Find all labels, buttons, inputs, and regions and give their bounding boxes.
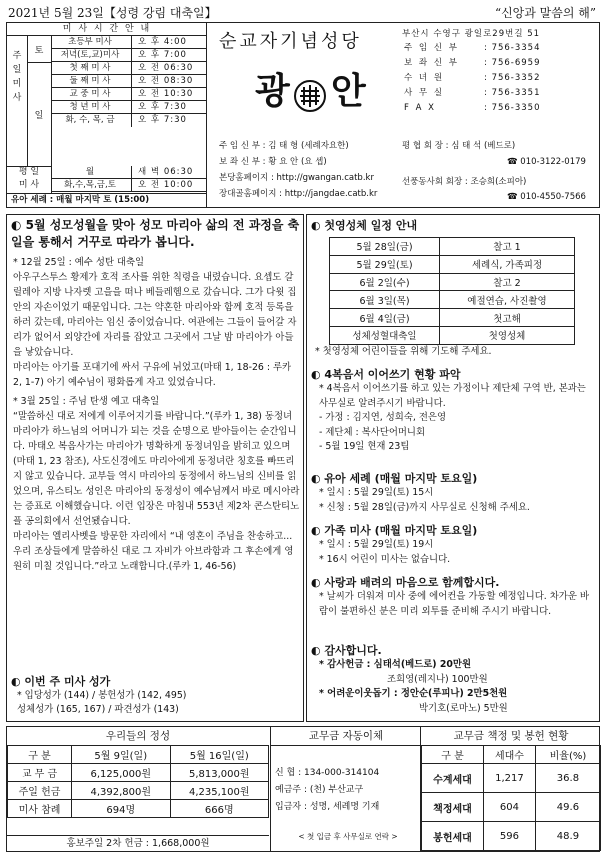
table-row: 미사 참례 694명 666명 [8,800,269,818]
mass-row: 청 년 미 사 오 후 7:30 [51,101,206,114]
council-phone: ☎ 010-3122-0179 [507,157,586,167]
table-row: 6월 2일(수) 찰고 2 [330,273,575,291]
contact-row: 주 임 신 부 : 756-3354 [404,43,541,53]
communion-schedule-table [329,237,575,345]
jangdae-homepage-link[interactable]: 장대골홈페이지 : http://jangdae.catb.kr [219,189,378,199]
mass-row: 초등부 미사 오 후 4:00 [51,36,206,49]
table-row: 구 분 5월 9일(일) 5월 16일(일) [8,746,269,764]
article-line: 마리아는 아기를 포대기에 싸서 구유에 뉘었고(마태 1, 18-26 : 루카 2, 1-7) 아기 예수님이 평화롭게 자고 있었습니다. [13,362,292,388]
article-line: * 3월 25일 : 주님 탄생 예고 대축일 [13,396,160,407]
bulletin-date: 2021년 5월 23일【성령 강림 대축일】 [8,6,217,20]
family-mass: ◐ 가족 미사 (매월 마지막 토요일) * 일시 : 5월 29일(토) 19시 * 16시 어린이 미사는 없습니다. [311,524,478,565]
year-motto: “신앙과 말씀의 해” [494,6,596,20]
mass-schedule-title: 미 사 시 간 안 내 [7,23,207,36]
mass-row: 화, 수, 목, 금 오 후 7:30 [51,114,206,127]
vincent-head: 선풍동사회 회장 : 조승희(소피아) [402,177,527,187]
second-collection-total: 홍보주일 2차 헌금 : 1,668,000원 [7,835,269,852]
left-column [6,214,304,722]
table-row: 수계세대 1,217 36.8 [422,764,601,793]
church-short-left: 광 [255,71,290,112]
table-row: 5월 28일(금) 찰고 1 [330,238,575,256]
article-line: * 12월 25일 : 예수 성탄 대축일 [13,257,145,268]
mass-row: 저녁(토,교)미사 오 후 7:00 [51,49,206,62]
contact-row: 보 좌 신 부 : 756-6959 [404,58,541,68]
offering-title: 우리들의 정성 [105,730,171,742]
communion-note: * 첫영성체 어린이들을 위해 기도해 주세요. [315,346,492,357]
sunday-mass-label: 주 일 미 사 [12,51,22,103]
air-conditioning-notice: ◐ 사랑과 배려의 마음으로 함께합시다. * 날씨가 더워져 미사 중에 에어컨을 가동할 예정입니다. 차가운 바람이 불편하신 분은 미리 외투를 준비해 주시기 바랍니다. [311,576,589,617]
auto-transfer-title: 교무금 자동이체 [271,727,421,746]
finance-panel [6,726,600,852]
communion-heading: ◐ 첫영성체 일정 안내 [311,219,418,232]
right-column [306,214,600,722]
church-name: 순교자기념성당 [219,31,362,52]
header-box [6,22,600,208]
mass-row: 월 새 벽 06:30 [51,166,206,179]
table-row: 6월 4일(금) 첫고해 [330,309,575,327]
contact-list [402,41,597,116]
table-row: 책정세대 604 49.6 [422,793,601,822]
mass-row: 화,수,목,금,토 오 전 10:00 [51,179,206,192]
infant-baptism: ◐ 유아 세례 (매월 마지막 토요일) * 일시 : 5월 29일(토) 15시 * 신청 : 5월 28일(금)까지 사무실로 신청해 주세요. [311,472,530,513]
church-logo-icon [293,79,327,113]
article-line: “말씀하신 대로 저에게 이루어지기를 바랍니다.”(루카 1, 38) 동정녀 마리아가 하느님의 어머니가 되는 것을 순명으로 받아들이는 순간입니다. 마태오 복음사가는 마리아가 명확하게 동정녀임을 밝히고 있으며(마태 1, 23 참조), 사도신경에도 마리아에게 동정녀란 칭호를 빠뜨리지 않고 있습니다. 교부들 역시 마리아의 동정에서 하느님의 신비를 읽었으며, 유스티노 성인은 마리아의 동정성이 예수님께서 바로 메시아라는 증표로 이해했습니다. 이런 입장은 마침내 553년 제2차 콘스탄티노플 공의회에서 선언됐습니다. [13,411,300,527]
table-row: 봉헌세대 596 48.9 [422,822,601,851]
offering-table [7,745,269,818]
tithe-title: 교무금 책정 및 봉헌 현황 [453,730,569,742]
contact-row: 수 녀 원 : 756-3352 [404,73,541,83]
council-head: 평 협 회 장 : 심 태 석 (베드로) [402,141,516,151]
deposit-memo: 입금자 : 성명, 세례명 기재 [275,802,380,812]
hymn-line: 성체성가 (165, 167) / 파견성가 (143) [17,704,179,715]
table-row: 5월 29일(토) 세례식, 가족피정 [330,255,575,273]
pastor-info: 주 임 신 부 : 김 태 형 (세례자요한) [219,141,349,151]
contact-row: 사 무 실 : 756-3351 [404,88,541,98]
gospel-copying: ◐ 4복음서 이어쓰기 현황 파악 * 4복음서 이어쓰기를 하고 있는 가정이나 제단체 구역 반, 본과는 사무실로 알려주시기 바랍니다. - 가정 : 김지연, 성희숙, 전은영 - 제단체 : 복사단어머니회 - 5월 19일 현재 23팀 [311,368,586,452]
homepage-link[interactable]: 본당홈페이지 : http://gwangan.catb.kr [219,173,374,183]
table-row: 구 분 세대수 비율(%) [422,746,601,764]
infant-baptism-note: 유아 세례 : 매월 마지막 토 (15:00) [7,193,207,207]
church-short-right: 안 [331,71,366,112]
auto-transfer-info [275,765,421,816]
church-address: 부산시 수영구 광일로29번길 51 [402,29,541,39]
mass-row: 교 중 미 사 오 전 10:30 [51,88,206,101]
mass-row: 둘 째 미 사 오 전 08:30 [51,75,206,88]
contact-office-note: < 첫 입금 후 사무실로 연락 > [298,832,398,841]
article-line: 아우구스투스 황제가 호적 조사를 위한 칙령을 내렸습니다. 요셉도 갈릴레아 지방 나자렛 고을을 떠나 베들레헴으로 갔습니다. 그가 다윗 집안의 자손이었기 때문입니다. 그는 약혼한 마리아와 함께 호적 등록을 하러 갔는데, 마리아는 임신 중이었습니다. 여관에는 그들이 들어갈 자리가 없어서 외양간에 자리를 잡았고 그곳에서 그날 밤 마리아가 아들을 낳았습니다. [13,272,297,358]
weekday-mass-label: 평 일 미 사 [18,167,40,190]
account-holder: 예금주 : (천) 부산교구 [275,785,364,795]
contact-row: F A X : 756-3350 [404,103,541,113]
hymn-line: * 입당성가 (144) / 봉헌성가 (142, 495) [17,690,187,701]
hymn-heading: ◐ 이번 주 미사 성가 [11,675,111,688]
tithe-table [421,745,601,851]
table-row: 성체성혈대축일 첫영성체 [330,326,575,344]
table-row: 교 무 금 6,125,000원 5,813,000원 [8,764,269,782]
sunday-label: 일 [34,111,44,121]
table-row: 6월 3일(목) 예절연습, 사진촬영 [330,291,575,309]
assistant-info: 보 좌 신 부 : 황 요 안 (요 셉) [219,157,327,167]
article-line: 마리아는 엘리사벳을 방문한 자리에서 “내 영혼이 주님을 찬송하고... 우리 조상들에게 말씀하신 대로 그 자비가 아브라함과 그 후손에게 영원히 미칠 것입니다.”라고 노래합니다.(루카 1, 46-56) [13,531,294,572]
saturday-label: 토 [34,46,44,56]
marian-article [13,255,301,574]
table-row: 주일 헌금 4,392,800원 4,235,100원 [8,782,269,800]
mass-schedule [7,23,207,207]
hymn-list [17,689,301,717]
vincent-phone: ☎ 010-4550-7566 [507,192,586,202]
bank-account: 신 협 : 134-000-314104 [275,768,380,778]
mass-row: 첫 째 미 사 오 전 06:30 [51,62,206,75]
may-headline: ◐ 5월 성모성월을 맞아 성모 마리아 삶의 전 과정을 축일을 통해서 거꾸로 따라가 봅니다. [11,218,300,249]
thanks-section: ◐ 감사합니다. * 감사헌금 : 심태석(베드로) 20만원 조희영(레지나) 100만원 * 어려운이웃돕기 : 정안순(루피나) 2만5천원 박기호(로마노) 5만원 [311,644,508,714]
